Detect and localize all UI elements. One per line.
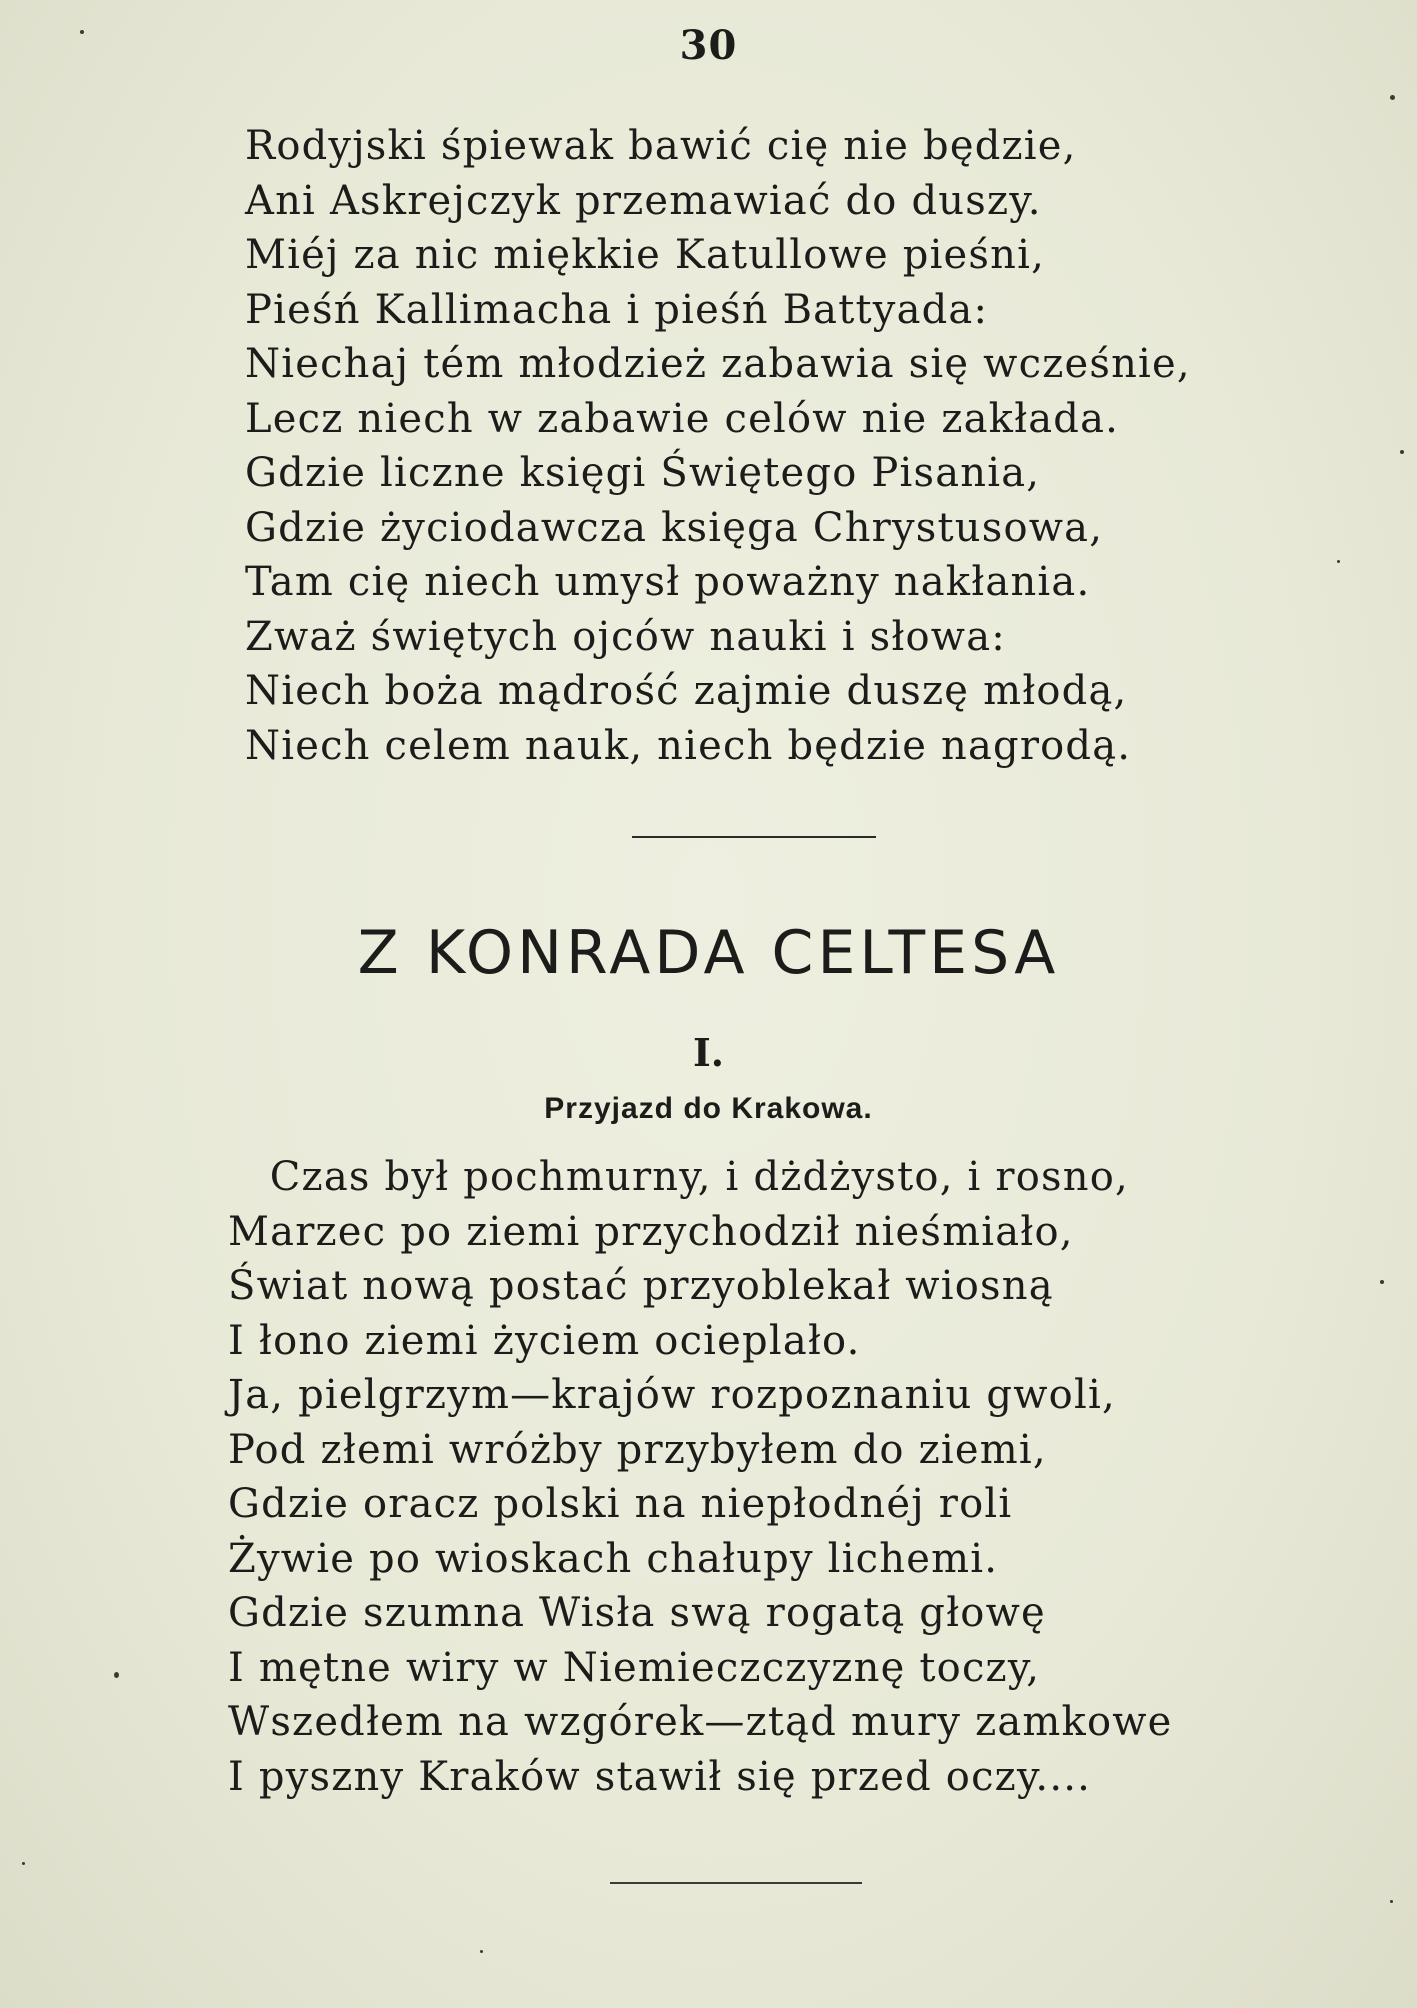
- paper-speck: [1390, 1900, 1393, 1903]
- verse-line: Wszedłem na wzgórek—ztąd mury zamkowe: [228, 1699, 1173, 1745]
- section-divider: [632, 836, 876, 838]
- paper-speck: [480, 1950, 483, 1953]
- verse-line: Rodyjski śpiewak bawić cię nie będzie,: [245, 123, 1077, 169]
- verse-line: Zważ świętych ojców nauki i słowa:: [245, 613, 1006, 660]
- verse-line: Niechaj tém młodzież zabawia się wcześnie,: [245, 341, 1191, 387]
- page-number: 30: [679, 22, 738, 69]
- verse-line: Ja, pielgrzym—krajów rozpoznaniu gwoli,: [228, 1372, 1116, 1418]
- verse-line: Pod złemi wróżby przybyłem do ziemi,: [228, 1426, 1047, 1473]
- verse-line: I pyszny Kraków stawił się przed oczy....: [228, 1753, 1092, 1800]
- paper-speck: [1400, 450, 1404, 454]
- verse-line: I łono ziemi życiem ocieplało.: [228, 1317, 861, 1364]
- poem-number: I.: [692, 1030, 724, 1075]
- stanza-previous-poem: [245, 119, 1191, 773]
- paper-speck: [1337, 560, 1340, 563]
- poem-title: Przyjazd do Krakowa.: [544, 1092, 873, 1125]
- verse-line: Czas był pochmurny, i dżdżysto, i rosno,: [228, 1154, 1129, 1200]
- verse-line: Niech celem nauk, niech będzie nagrodą.: [245, 722, 1132, 769]
- paper-speck: [80, 30, 84, 34]
- paper-speck: [1380, 1280, 1384, 1284]
- verse-line: Świat nową postać przyoblekał wiosną: [228, 1263, 1054, 1309]
- verse-line: Marzec po ziemi przychodził nieśmiało,: [228, 1208, 1074, 1255]
- verse-line: I mętne wiry w Niemieczczyznę toczy,: [228, 1644, 1041, 1691]
- verse-line: Ani Askrejczyk przemawiać do duszy.: [245, 177, 1042, 224]
- verse-line: Gdzie życiodawcza księga Chrystusowa,: [245, 504, 1104, 551]
- section-title: Z KONRADA CELTESA: [357, 918, 1060, 988]
- stanza-przyjazd-do-krakowa: [228, 1150, 1173, 1804]
- verse-line: Niech boża mądrość zajmie duszę młodą,: [245, 668, 1128, 714]
- verse-line: Lecz niech w zabawie celów nie zakłada.: [245, 395, 1120, 442]
- verse-line: Pieśń Kallimacha i pieśń Battyada:: [245, 286, 989, 333]
- verse-line: Żywie po wioskach chałupy lichemi.: [228, 1535, 999, 1582]
- paper-speck: [1390, 95, 1395, 100]
- verse-line: Miéj za nic miękkie Katullowe pieśni,: [245, 232, 1046, 278]
- end-divider: [610, 1882, 862, 1884]
- paper-speck: [22, 1862, 25, 1865]
- paper-speck: [114, 1672, 119, 1678]
- verse-line: Tam cię niech umysł poważny nakłania.: [245, 559, 1091, 605]
- verse-line: Gdzie szumna Wisła swą rogatą głowę: [228, 1590, 1046, 1636]
- verse-line: Gdzie oracz polski na niepłodnéj roli: [228, 1481, 1013, 1527]
- verse-line: Gdzie liczne księgi Świętego Pisania,: [245, 450, 1041, 496]
